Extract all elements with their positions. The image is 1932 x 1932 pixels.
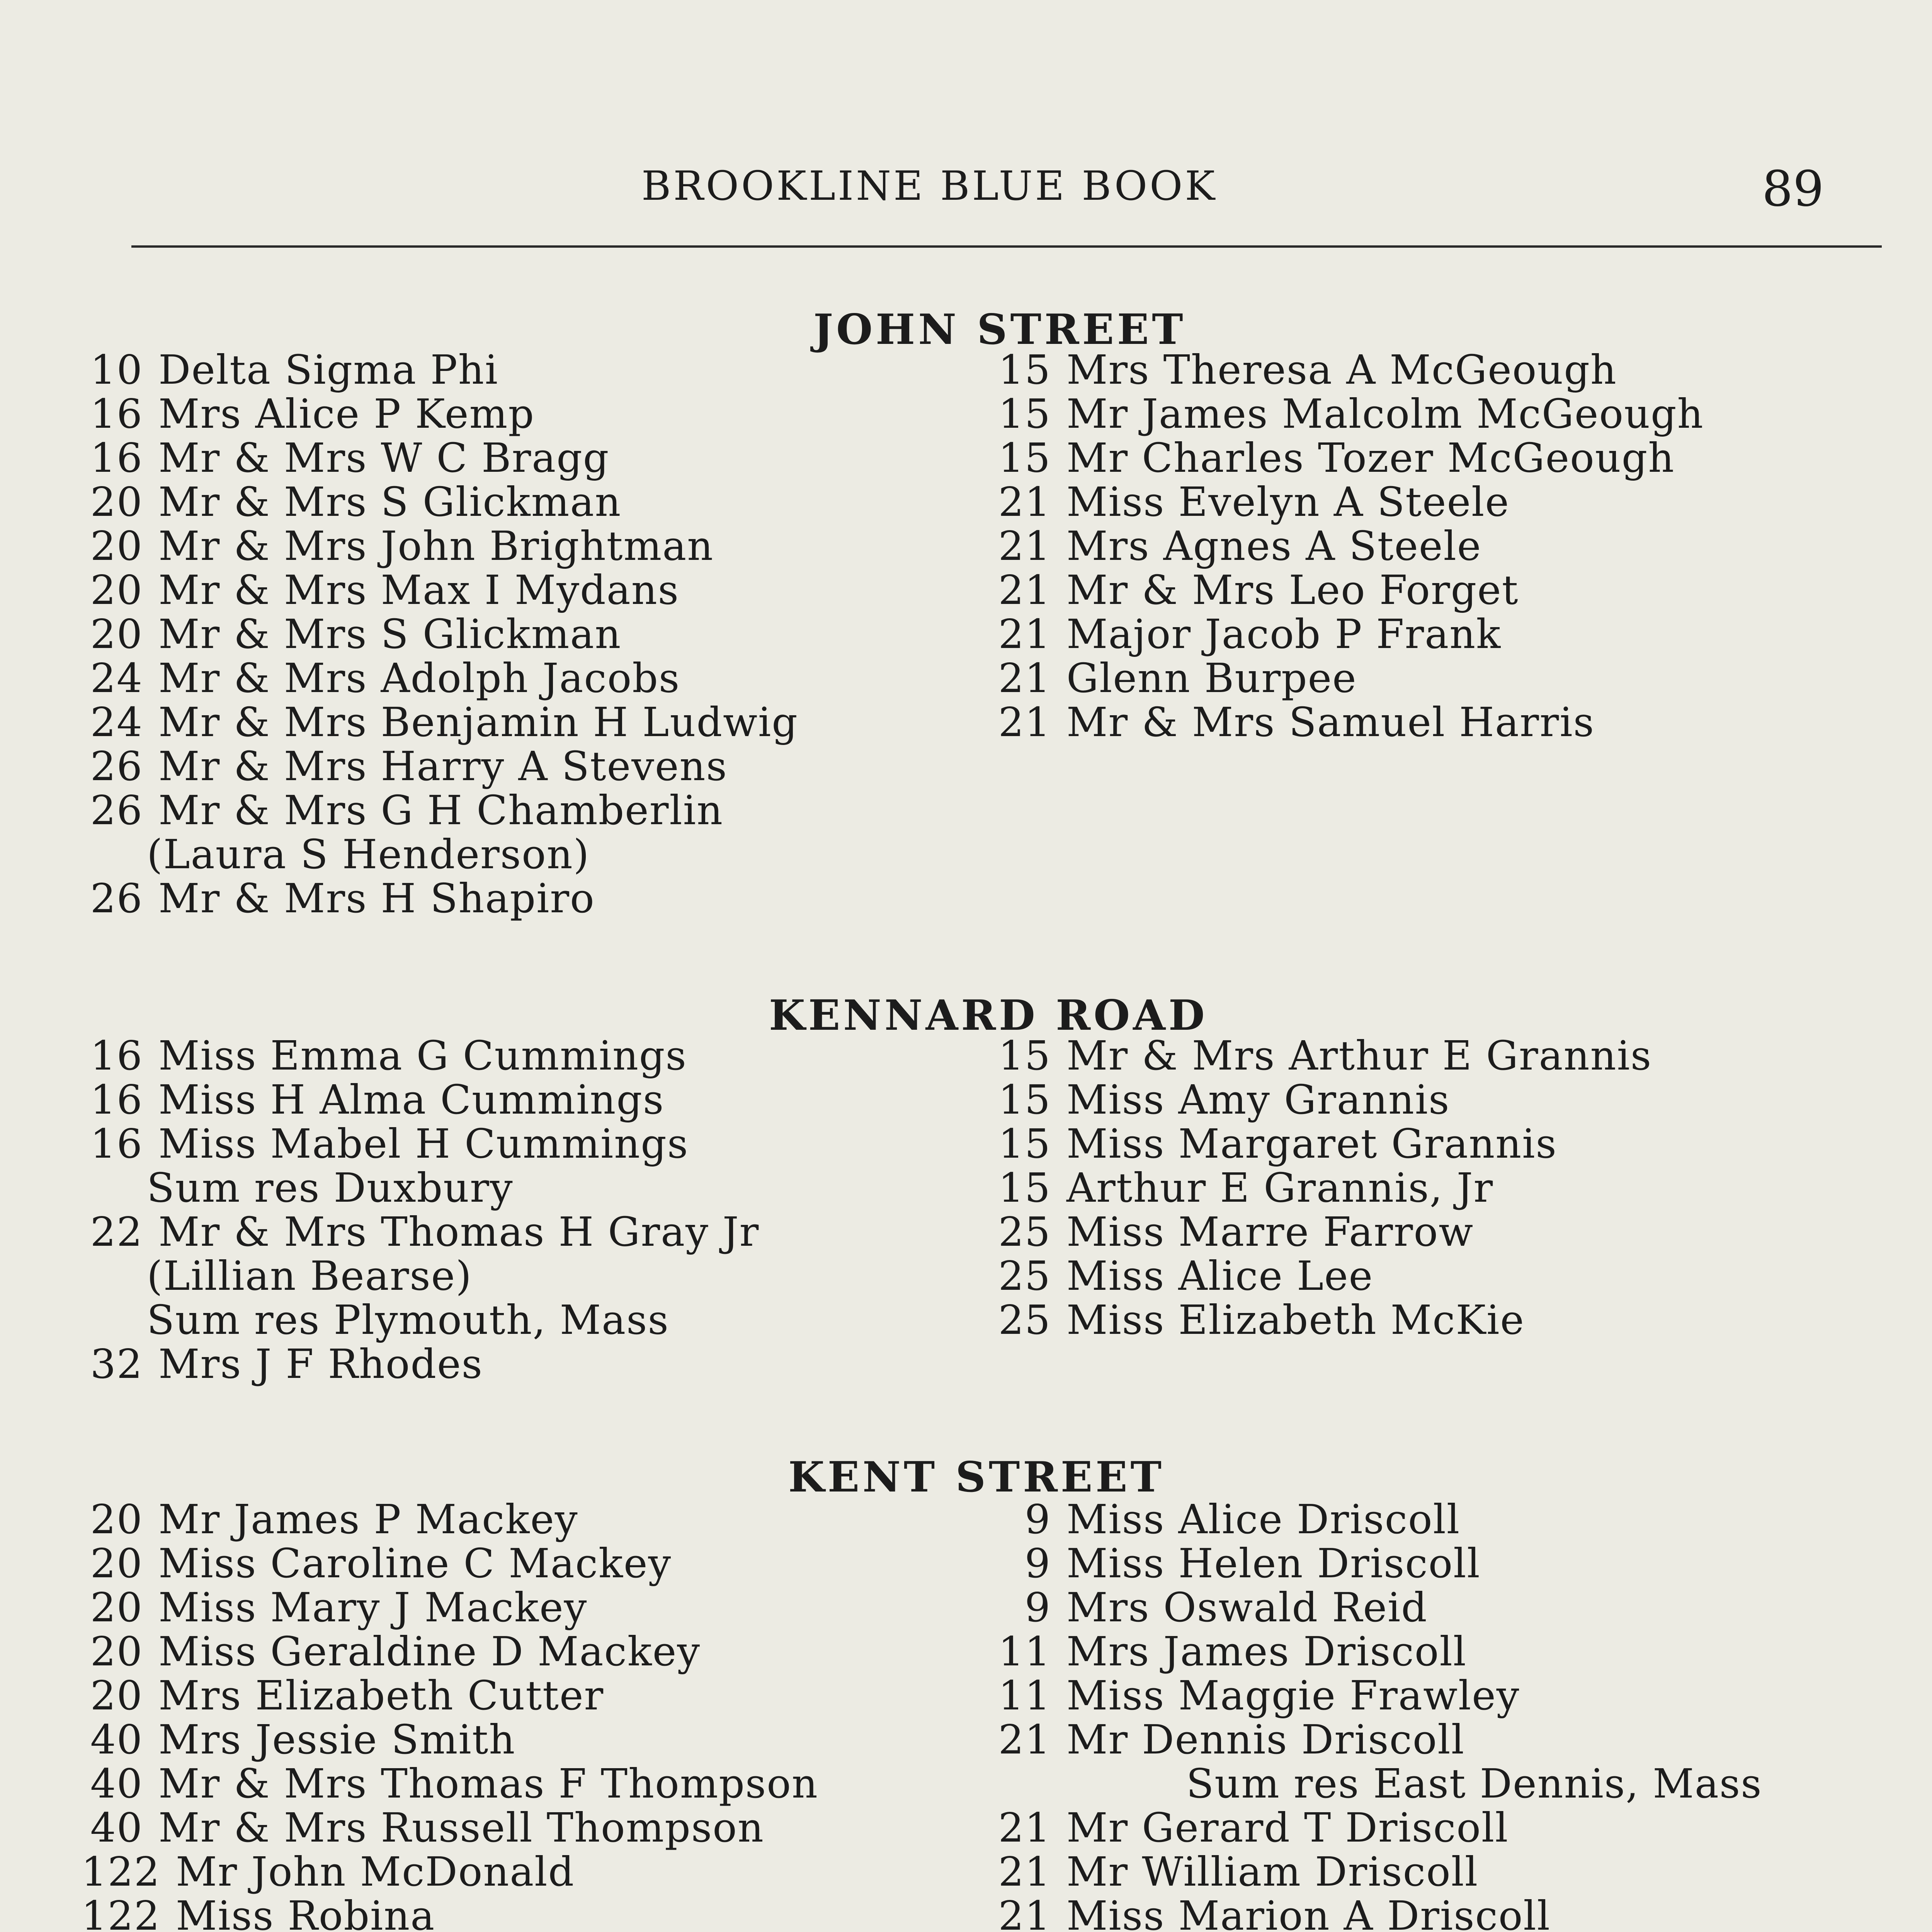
list-item: 15 Mr Charles Tozer McGeough — [998, 434, 1675, 481]
list-item: 26 Mr & Mrs Harry A Stevens — [90, 743, 728, 790]
list-item: (Lillian Bearse) — [147, 1252, 472, 1299]
list-item: 16 Miss Emma G Cummings — [90, 1032, 687, 1079]
list-item: 16 Miss Mabel H Cummings — [90, 1120, 689, 1167]
list-item: 24 Mr & Mrs Benjamin H Ludwig — [90, 699, 798, 746]
kent-street-left-column — [70, 1497, 958, 1932]
list-item: 15 Mr & Mrs Arthur E Grannis — [998, 1032, 1652, 1079]
kennard-road-right-column — [978, 1034, 1866, 1342]
list-item: 10 Delta Sigma Phi — [90, 346, 499, 393]
list-item: 21 Mr & Mrs Samuel Harris — [998, 699, 1595, 746]
list-item: 15 Miss Margaret Grannis — [998, 1120, 1557, 1167]
list-item: 21 Major Jacob P Frank — [998, 611, 1502, 658]
section-title-kennard-road: KENNARD ROAD — [769, 991, 1208, 1040]
list-item: 24 Mr & Mrs Adolph Jacobs — [90, 655, 680, 702]
list-item: 16 Miss H Alma Cummings — [90, 1076, 665, 1123]
list-item: 20 Mr & Mrs S Glickman — [90, 611, 622, 658]
list-item: Sum res East Dennis, Mass — [1186, 1760, 1762, 1807]
john-street-right-column — [978, 348, 1866, 744]
list-item: Sum res Plymouth, Mass — [147, 1296, 669, 1344]
list-item: 21 Mr & Mrs Leo Forget — [998, 566, 1519, 614]
list-item: (Laura S Henderson) — [147, 831, 590, 878]
list-item: 20 Mr & Mrs John Brightman — [90, 522, 714, 570]
list-item: 15 Mrs Theresa A McGeough — [998, 346, 1617, 393]
header-rule — [131, 245, 1882, 248]
list-item: 21 Mr Dennis Driscoll — [998, 1716, 1465, 1763]
list-item: 21 Mrs Agnes A Steele — [998, 522, 1482, 570]
list-item: 21 Mr William Driscoll — [998, 1848, 1479, 1895]
list-item: 40 Mrs Jessie Smith — [90, 1716, 516, 1763]
list-item: 15 Arthur E Grannis, Jr — [998, 1164, 1494, 1211]
list-item: 21 Miss Evelyn A Steele — [998, 478, 1510, 526]
list-item: 21 Mr Gerard T Driscoll — [998, 1804, 1509, 1851]
list-item: 15 Mr James Malcolm McGeough — [998, 390, 1704, 437]
list-item: 122 Miss Robina — [81, 1892, 435, 1932]
list-item: 9 Miss Helen Driscoll — [1024, 1540, 1481, 1587]
section-title-john-street: JOHN STREET — [813, 305, 1186, 354]
list-item: 20 Mr & Mrs Max I Mydans — [90, 566, 680, 614]
list-item: 25 Miss Marre Farrow — [998, 1208, 1474, 1255]
list-item: 20 Mr James P Mackey — [90, 1496, 578, 1543]
list-item: Sum res Duxbury — [147, 1164, 514, 1211]
list-item: 20 Miss Caroline C Mackey — [90, 1540, 672, 1587]
list-item: 122 Mr John McDonald — [81, 1848, 575, 1895]
list-item: 40 Mr & Mrs Russell Thompson — [90, 1804, 764, 1851]
list-item: 25 Miss Elizabeth McKie — [998, 1296, 1525, 1344]
list-item: 40 Mr & Mrs Thomas F Thompson — [90, 1760, 818, 1807]
kennard-road-left-column — [70, 1034, 958, 1386]
list-item: 11 Mrs James Driscoll — [998, 1628, 1467, 1675]
list-item: 20 Mr & Mrs S Glickman — [90, 478, 622, 526]
list-item: 22 Mr & Mrs Thomas H Gray Jr — [90, 1208, 760, 1255]
list-item: 21 Glenn Burpee — [998, 655, 1357, 702]
list-item: 26 Mr & Mrs G H Chamberlin — [90, 787, 723, 834]
john-street-left-column — [70, 348, 958, 920]
list-item: 26 Mr & Mrs H Shapiro — [90, 875, 595, 922]
list-item: 25 Miss Alice Lee — [998, 1252, 1374, 1299]
list-item: 20 Miss Geraldine D Mackey — [90, 1628, 701, 1675]
kent-street-right-column — [978, 1497, 1866, 1932]
section-title-kent-street: KENT STREET — [788, 1453, 1165, 1502]
list-item: 21 Miss Marion A Driscoll — [998, 1892, 1551, 1932]
list-item: 9 Miss Alice Driscoll — [1024, 1496, 1461, 1543]
page-header-title: BROOKLINE BLUE BOOK — [641, 162, 1218, 209]
list-item: 16 Mrs Alice P Kemp — [90, 390, 535, 437]
list-item: 20 Miss Mary J Mackey — [90, 1584, 588, 1631]
list-item: 16 Mr & Mrs W C Bragg — [90, 434, 610, 481]
list-item: 20 Mrs Elizabeth Cutter — [90, 1672, 604, 1719]
list-item: 9 Mrs Oswald Reid — [1024, 1584, 1428, 1631]
list-item: 32 Mrs J F Rhodes — [90, 1340, 483, 1388]
list-item: 11 Miss Maggie Frawley — [998, 1672, 1520, 1719]
page-number: 89 — [1762, 160, 1824, 217]
list-item: 15 Miss Amy Grannis — [998, 1076, 1450, 1123]
